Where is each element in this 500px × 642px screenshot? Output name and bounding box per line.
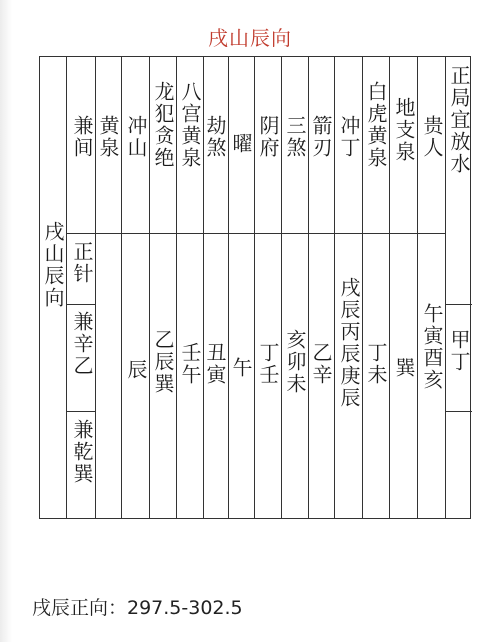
header-longfan: 龙犯贪绝	[151, 81, 175, 169]
header-zhengju: 正局宜放水	[447, 65, 471, 175]
header-sansha: 三煞	[283, 115, 307, 159]
cell-longfan: 乙辰巽	[151, 329, 175, 395]
cell-zhengzhen: 正针	[70, 241, 94, 285]
cell-sansha: 亥卯未	[283, 329, 307, 395]
row-label: 戌山辰向	[41, 221, 65, 309]
header-chongshan: 冲山	[124, 115, 148, 159]
cell-dizhi: 巽	[392, 357, 416, 379]
page-edge-shadow	[0, 0, 12, 642]
header-bagong: 八宫黄泉	[178, 81, 202, 169]
cell-divider	[445, 411, 472, 412]
cell-chongding: 戌辰丙辰庚辰	[337, 277, 361, 409]
cell-yinfu: 丁壬	[256, 342, 280, 386]
header-guiren: 贵人	[420, 115, 444, 159]
col-divider	[228, 57, 229, 518]
cell-jiesha: 丑寅	[203, 342, 227, 386]
cell-jianqianxun: 兼乾巽	[70, 419, 94, 485]
header-huangquan: 黄泉	[96, 115, 120, 159]
header-divider	[66, 233, 445, 234]
cell-baihu: 丁未	[364, 342, 388, 386]
page-title: 戌山辰向	[208, 26, 292, 50]
header-jiesha: 劫煞	[203, 115, 227, 159]
header-baihu: 白虎黄泉	[364, 81, 388, 169]
cell-jianren: 乙辛	[309, 342, 333, 386]
feng-shui-table	[39, 56, 471, 519]
header-dizhi: 地支泉	[392, 97, 416, 163]
cell-yao: 午	[229, 357, 253, 379]
cell-chongshan: 辰	[124, 359, 148, 381]
cell-jianxinyi: 兼辛乙	[70, 311, 94, 377]
header-yao: 曜	[229, 133, 253, 155]
header-jianjian: 兼间	[70, 115, 94, 159]
cell-divider	[445, 304, 472, 305]
header-yinfu: 阴府	[256, 115, 280, 159]
header-chongding: 冲丁	[337, 115, 361, 159]
cell-divider	[66, 304, 95, 305]
direction-range-note: 戌辰正向：297.5-302.5	[32, 597, 243, 619]
cell-guiren: 午寅酉亥	[420, 303, 444, 391]
header-jianren: 箭刃	[309, 115, 333, 159]
cell-bagong: 壬午	[178, 342, 202, 386]
cell-divider	[66, 411, 95, 412]
cell-zhengju: 甲丁	[447, 329, 471, 373]
